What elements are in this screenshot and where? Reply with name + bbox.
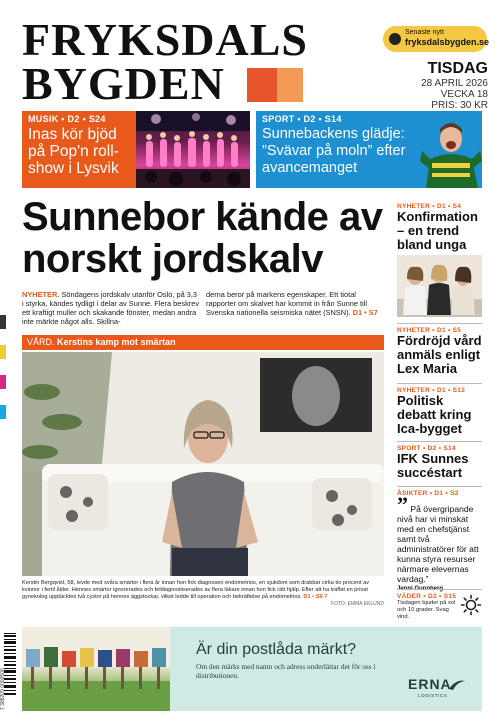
issue-day: TISDAG <box>427 60 488 77</box>
photo-story-kicker: VÅRD. <box>27 337 55 347</box>
opinion-kicker: ÅSIKTER • D1 • S2 <box>397 490 459 497</box>
print-mark-magenta <box>0 375 6 389</box>
issue-week: VECKA 18 <box>440 89 488 100</box>
photo-caption <box>22 580 384 608</box>
weather-text: Tisdagen bjuder på sol och 10 grader. Svag vind. <box>397 600 456 620</box>
ad-title: Är din postlåda märkt? <box>196 641 357 658</box>
right-separator-1 <box>397 323 482 324</box>
photo-story-header[interactable] <box>22 335 384 350</box>
main-story-ref[interactable]: D1 • S7 <box>352 308 378 317</box>
issue-date: 28 APRIL 2026 <box>421 78 488 89</box>
opinion-box[interactable] <box>397 490 482 592</box>
promo-sport-kicker: SPORT • D2 • S14 <box>262 114 342 124</box>
promo-sport-headline: Sunnebackens glädje: ”Svävar på moln” efter avancemanget <box>262 126 406 176</box>
ad-subtitle: Om den märks med namn och adress underlättar det för oss i distributionen. <box>196 662 376 680</box>
main-story-text-1: Söndagens jordskalv utanför Oslo, på 3,3 i styrka, kändes tydligt i delar av Sunne. Flera beskrev ett kraftigt muller och skakande fönster, medan andra inte märkte något alls. Skillna- <box>22 290 200 326</box>
print-mark-cyan <box>0 405 6 419</box>
main-story-column-1 <box>22 290 200 326</box>
weather-kicker: VÄDER • D2 • S15 <box>397 593 457 600</box>
mailboxes-photo <box>22 627 170 711</box>
right-story-1[interactable] <box>397 203 482 252</box>
promo-music-headline: Inas kör bjöd på Pop'n roll-show i Lysvik <box>28 126 119 177</box>
issue-date-block <box>396 60 488 111</box>
erna-logo-subtitle: LOGISTICS <box>418 693 448 698</box>
hockey-player-photo <box>420 111 482 188</box>
right-separator-5 <box>397 589 482 590</box>
photo-caption-text: Kerstin Bergqvist, 58, levde med svåra smärtor i flera år innan hon fick diagnosen endometrios, en sjukdom som drabbar cirka tio procent av kvinnor i fertil ålder. Hennes smärtor ignorerades och feldiagnostiserades av flera läkare innan hon fick rätt hjälp. Efter att ha träffat en privat gynekolog upptäcktes två cystor på hennes äggstockar, vilket ledde till operation och bekräftelse på endometrios. <box>22 580 369 600</box>
masthead-square-light <box>277 68 303 102</box>
right-story-3-kicker: NYHETER • D1 • S12 <box>397 387 466 394</box>
main-headline[interactable]: Sunnebor kände av norskt jordskalv <box>22 195 383 281</box>
teens-photo <box>397 255 482 317</box>
sun-icon <box>460 594 482 616</box>
masthead-line2: BYGDEN <box>22 58 225 109</box>
right-separator-2 <box>397 383 482 384</box>
masthead-square-dark <box>247 68 277 102</box>
website-badge-small: Senaste nytt <box>405 29 444 36</box>
quote-mark-icon: ” <box>397 492 408 517</box>
print-mark-black <box>0 315 6 329</box>
right-story-1-kicker: NYHETER • D1 • S4 <box>397 203 462 210</box>
right-story-3[interactable] <box>397 387 482 436</box>
right-separator-4 <box>397 486 482 487</box>
website-badge[interactable] <box>383 26 490 52</box>
weather-box[interactable] <box>397 593 459 621</box>
right-story-2-headline: Fördröjd vård anmäls enligt Lex Maria <box>397 333 482 376</box>
main-story-kicker: NYHETER. <box>22 290 60 299</box>
promo-music-kicker: MUSIK • D2 • S24 <box>28 114 106 124</box>
globe-icon <box>389 33 401 45</box>
issue-price: PRIS: 30 KR <box>431 100 488 111</box>
photo-credit: FOTO: EMMA EKLUND <box>331 601 384 607</box>
right-story-4-headline: IFK Sunnes succéstart <box>397 451 469 480</box>
barcode-number: 7 388209 0000500 <box>0 668 6 710</box>
swoosh-icon <box>448 678 466 690</box>
right-story-2[interactable] <box>397 327 482 376</box>
masthead-line1: FRYKSDALS <box>22 14 308 65</box>
right-story-4[interactable] <box>397 445 482 480</box>
erna-logo: ERNA <box>408 676 452 692</box>
woman-on-sofa-photo <box>22 352 384 576</box>
print-mark-yellow <box>0 345 6 359</box>
right-story-3-headline: Politisk debatt kring Ica-bygget <box>397 393 472 436</box>
photo-story-title: Kerstins kamp mot smärtan <box>57 337 176 347</box>
photo-caption-ref[interactable]: D1 • S6-7 <box>303 594 328 600</box>
right-story-2-kicker: NYHETER • D1 • S5 <box>397 327 462 334</box>
concert-photo <box>136 111 250 188</box>
main-story-column-2 <box>206 290 384 317</box>
website-badge-url: fryksdalsbygden.se <box>405 37 490 47</box>
right-separator-3 <box>397 441 482 442</box>
right-story-4-kicker: SPORT • D2 • S14 <box>397 445 456 452</box>
right-story-1-headline: Konfirmation – en trend bland unga <box>397 209 478 252</box>
main-story-text-2: derna beror på markens egenskaper. Ett tiotal rapporter om skalvet har kommit in från Sunne till Svenska nationella seismiska nätet (SNSN). <box>206 290 368 317</box>
opinion-quote-text: På övergripande nivå har vi minskat med en chefstjänst samt två administratörer för att kunna styra resurser närmare elevernas vardag.” <box>397 504 479 584</box>
